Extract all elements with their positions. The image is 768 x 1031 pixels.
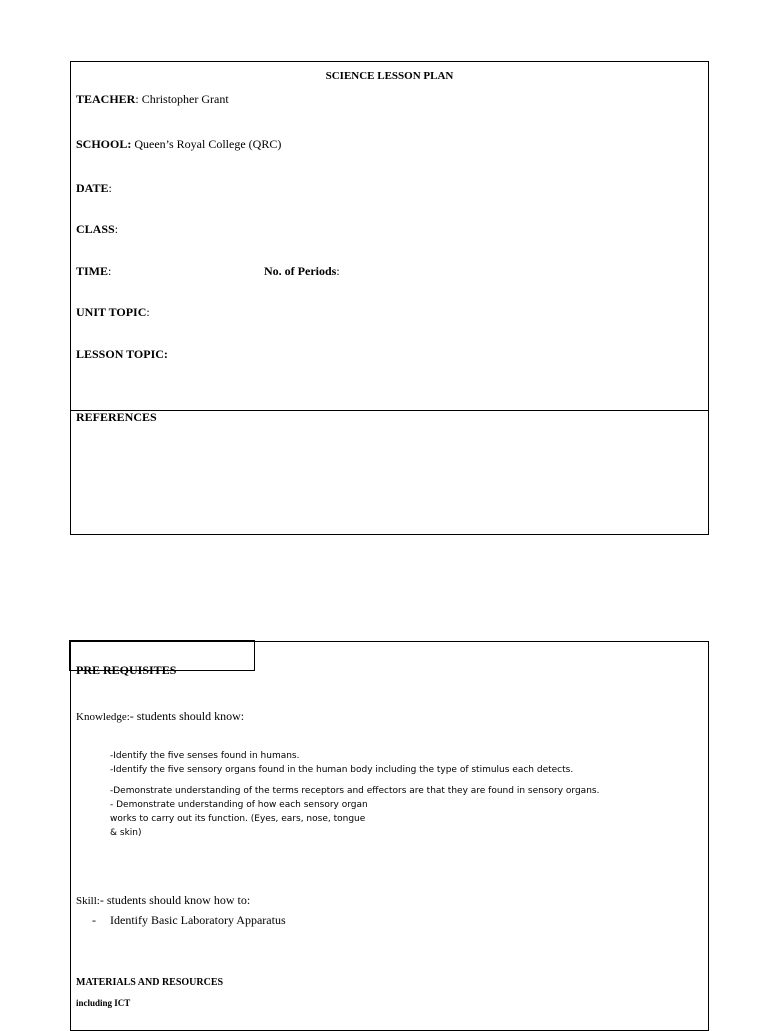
lesson-details-box [70,61,709,535]
materials-heading: MATERIALS AND RESOURCES [76,977,224,988]
skill-item: Identify Basic Laboratory Apparatus [110,913,286,927]
school-label: SCHOOL: [76,137,132,151]
knowledge-item: & skin) [110,828,142,838]
references-divider [70,410,709,411]
unit-topic-label: UNIT TOPIC [76,305,147,319]
skill-item-bullet: - [92,913,96,927]
unit-topic-field [76,305,150,320]
knowledge-label: Knowledge: [76,711,130,723]
class-field [76,222,118,237]
date-field [76,181,112,196]
periods-label: No. of Periods [264,264,337,278]
time-sep: : [108,264,112,278]
periods-sep: : [336,264,340,278]
time-label: TIME [76,264,109,278]
class-label: CLASS [76,222,115,236]
page-title: SCIENCE LESSON PLAN [325,70,454,82]
knowledge-item: -Identify the five senses found in humans. [110,751,300,761]
skill-label: Skill: [76,895,100,907]
skill-text: - students should know how to: [99,893,251,907]
lesson-topic-label: LESSON TOPIC: [76,347,168,361]
knowledge-item: -Identify the five sensory organs found in the human body including the type of stimulus each detects. [110,765,574,775]
school-value: Queen’s Royal College (QRC) [131,137,282,151]
date-label: DATE [76,181,109,195]
periods-field [264,264,340,279]
teacher-sep: : [135,92,139,106]
prerequisites-box [70,641,709,1031]
prerequisites-heading: PRE REQUISITES [76,663,177,677]
knowledge-item: - Demonstrate understanding of how each sensory organ [110,800,368,810]
knowledge-item: works to carry out its function. (Eyes, ears, nose, tongue [110,814,366,824]
materials-subheading: including ICT [76,998,131,1008]
school-field [76,137,281,152]
class-sep: : [114,222,119,236]
skill-intro [76,891,250,909]
knowledge-item: -Demonstrate understanding of the terms receptors and effectors are that they are found in sensory organs. [110,786,600,796]
references-label: REFERENCES [76,410,157,424]
knowledge-intro [76,707,244,725]
teacher-label: TEACHER [76,92,136,106]
time-field [76,264,111,279]
unit-topic-sep: : [146,305,150,319]
teacher-field [76,92,229,107]
knowledge-text: - students should know: [129,709,245,723]
date-sep: : [108,181,112,195]
teacher-value: Christopher Grant [138,92,229,106]
